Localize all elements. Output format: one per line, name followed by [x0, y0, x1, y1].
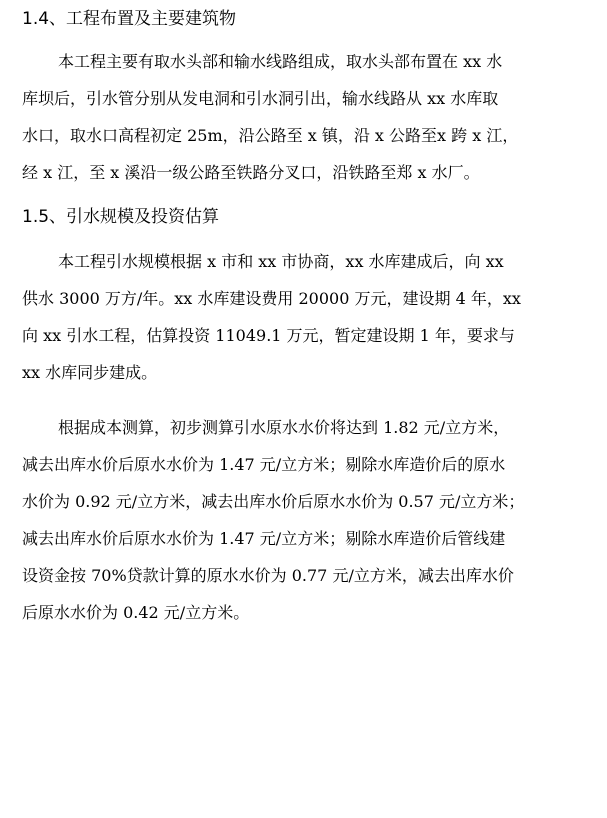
paragraph-line: 经 x 江，至 x 溪沿一级公路至铁路分叉口，沿铁路至郑 x 水厂。 — [22, 163, 480, 182]
paragraph-line: 设资金按 70%贷款计算的原水水价为 0.77 元/立方米，减去出库水价 — [22, 566, 514, 585]
paragraph-line: 减去出库水价后原水水价为 1.47 元/立方米；剔除水库造价后管线建 — [22, 529, 506, 548]
paragraph-line: xx 水库同步建成。 — [22, 363, 158, 382]
paragraph-line: 库坝后，引水管分别从发电洞和引水洞引出，输水线路从 xx 水库取 — [22, 89, 499, 108]
paragraph-line: 水价为 0.92 元/立方米，减去出库水价后原水水价为 0.57 元/立方米； — [22, 492, 525, 511]
paragraph-line: 后原水水价为 0.42 元/立方米。 — [22, 603, 250, 622]
paragraph-line: 减去出库水价后原水水价为 1.47 元/立方米；剔除水库造价后的原水 — [22, 455, 506, 474]
paragraph-line: 根据成本测算，初步测算引水原水水价将达到 1.82 元/立方米， — [58, 418, 510, 437]
paragraph-line: 本工程主要有取水头部和输水线路组成，取水头部布置在 xx 水 — [58, 52, 503, 71]
paragraph-line: 本工程引水规模根据 x 市和 xx 市协商，xx 水库建成后，向 xx — [58, 252, 504, 271]
paragraph-line: 供水 3000 万方/年。xx 水库建设费用 20000 万元，建设期 4 年，xx — [22, 289, 521, 308]
section-1-5-heading: 1.5、引水规模及投资估算 — [22, 207, 220, 227]
paragraph-line: 水口，取水口高程初定 25m，沿公路至 x 镇，沿 x 公路至x 跨 x 江， — [22, 126, 519, 145]
paragraph-line: 向 xx 引水工程，估算投资 11049.1 万元，暂定建设期 1 年，要求与 — [22, 326, 515, 345]
section-1-4-heading: 1.4、工程布置及主要建筑物 — [22, 9, 237, 29]
